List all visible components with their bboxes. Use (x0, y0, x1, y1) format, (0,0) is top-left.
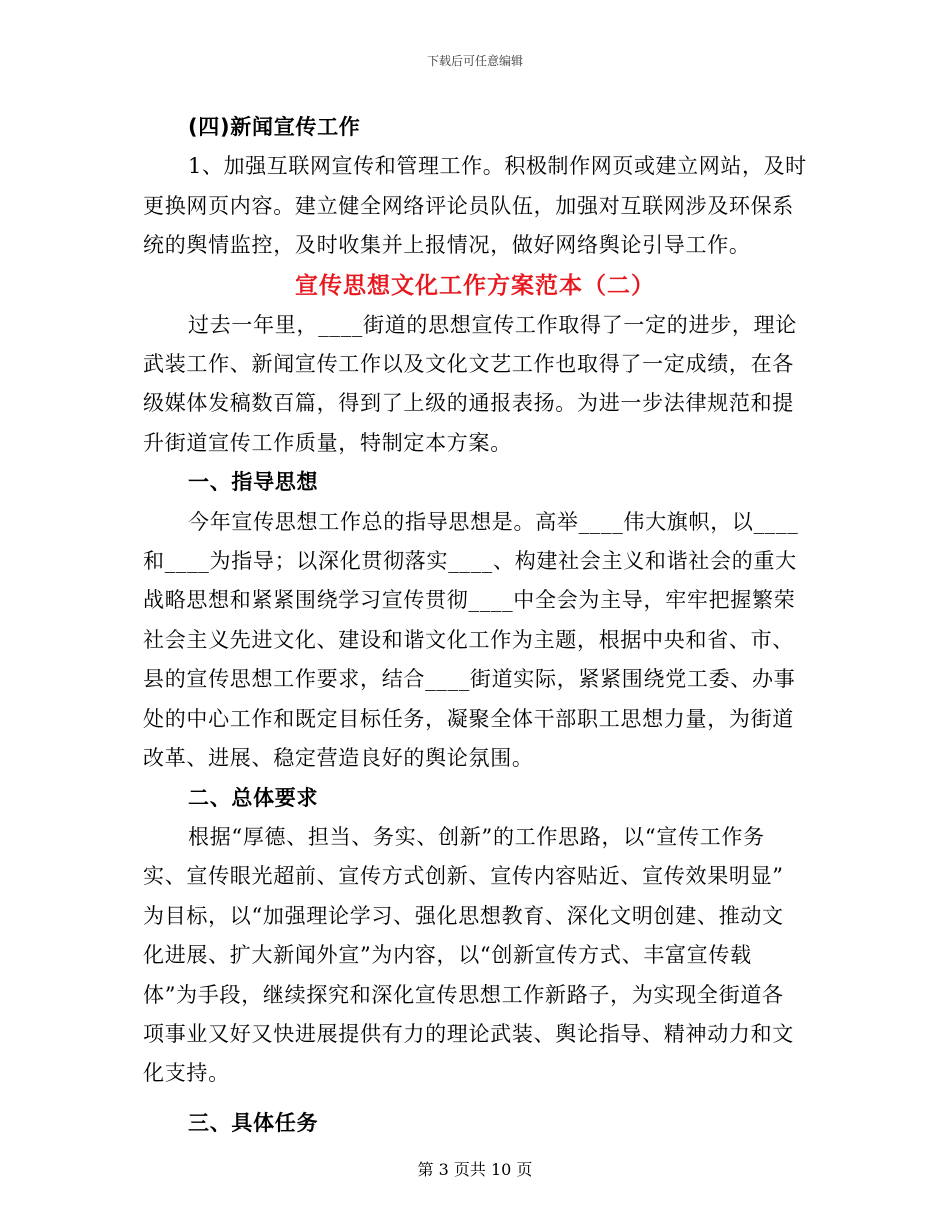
paragraph-line: 统的舆情监控，及时收集并上报情况，做好网络舆论引导工作。 (143, 233, 751, 258)
paragraph-line: 改革、进展、稳定营造良好的舆论氛围。 (143, 746, 534, 771)
paragraph-line: 化进展、扩大新闻外宣”为内容，以“创新宣传方式、丰富宣传载 (143, 943, 752, 968)
page-footer: 第 3 页共 10 页 (417, 1160, 533, 1179)
document-title: 宣传思想文化工作方案范本（二） (295, 272, 655, 299)
document-body (143, 108, 807, 1143)
paragraph-line: 更换网页内容。建立健全网络评论员队伍，加强对互联网涉及环保系 (143, 193, 794, 218)
paragraph-line: 过去一年里，____街道的思想宣传工作取得了一定的进步，理论 (188, 312, 797, 337)
page-header: 下载后可任意编辑 (426, 54, 523, 68)
section-heading-tasks: 三、具体任务 (188, 1110, 319, 1135)
paragraph-line: 级媒体发稿数百篇，得到了上级的通报表扬。为进一步法律规范和提 (143, 391, 794, 416)
paragraph-line: 化支持。 (143, 1061, 230, 1086)
paragraph-line: 升街道宣传工作质量，特制定本方案。 (143, 430, 512, 455)
paragraph-line: 1、加强互联网宣传和管理工作。积极制作网页或建立网站，及时 (188, 154, 807, 179)
paragraph-line: 今年宣传思想工作总的指导思想是。高举____伟大旗帜，以____ (188, 509, 799, 534)
paragraph-line: 项事业又好又快进展提供有力的理论武装、舆论指导、精神动力和文 (143, 1021, 794, 1046)
section-heading-guiding: 一、指导思想 (188, 470, 319, 495)
paragraph-line: 和____为指导；以深化贯彻落实____、构建社会主义和谐社会的重大 (143, 549, 797, 574)
paragraph-line: 战略思想和紧紧围绕学习宣传贯彻____中全会为主导，牢牢把握繁荣 (143, 588, 796, 613)
paragraph-line: 社会主义先进文化、建设和谐文化工作为主题，根据中央和省、市、 (143, 627, 794, 652)
section-heading-requirements: 二、总体要求 (188, 785, 319, 810)
paragraph-line: 处的中心工作和既定目标任务，凝聚全体干部职工思想力量，为街道 (143, 706, 794, 731)
paragraph-line: 根据“厚德、担当、务实、创新”的工作思路，以“宣传工作务 (188, 824, 765, 849)
paragraph-line: 实、宣传眼光超前、宣传方式创新、宣传内容贴近、宣传效果明显” (143, 864, 784, 889)
paragraph-line: 武装工作、新闻宣传工作以及文化文艺工作也取得了一定成绩，在各 (143, 352, 794, 377)
paragraph-line: 体”为手段，继续探究和深化宣传思想工作新路子，为实现全街道各 (143, 982, 784, 1007)
section-heading-news: (四)新闻宣传工作 (188, 115, 361, 139)
paragraph-line: 为目标，以“加强理论学习、强化思想教育、深化文明创建、推动文 (143, 903, 784, 928)
paragraph-line: 县的宣传思想工作要求，结合____街道实际，紧紧围绕党工委、办事 (143, 667, 796, 692)
